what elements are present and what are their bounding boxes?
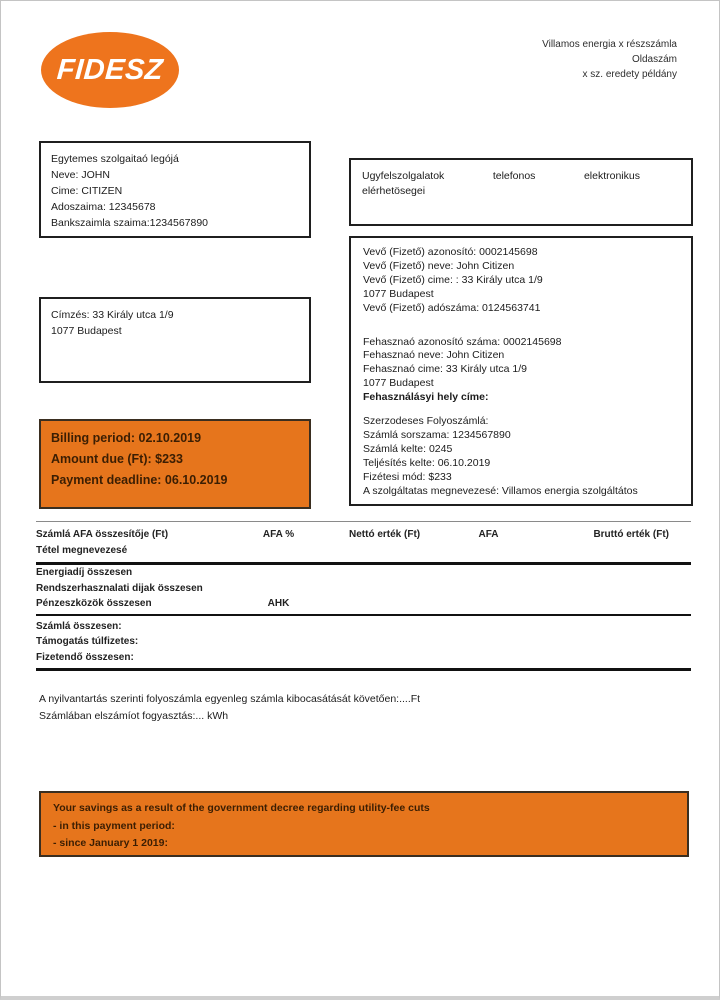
mailing-address-box — [39, 297, 311, 383]
payment-deadline-line: Payment deadline: 06.10.2019 — [51, 473, 228, 487]
row-funds-label: Pénzeszközök összesen — [36, 598, 152, 609]
row-funds-vatpct: AHK — [267, 598, 290, 609]
consumer-address-line: Fehasznaó cime: 33 Király utca 1/9 — [363, 363, 528, 376]
customer-service-row1 — [362, 169, 640, 184]
service-name-line: A szolgáltatas megnevezesé: Villamos energia szolgáltátos — [363, 484, 638, 497]
address-street-line: Címzés: 33 Király utca 1/9 — [51, 309, 174, 321]
invoice-date-line: Számlá kelte: 0245 — [363, 442, 453, 455]
notes-section — [39, 691, 679, 725]
row-energy-label: Energiadíj összesen — [36, 567, 133, 578]
page-number-line: Oldaszám — [631, 54, 677, 65]
row-system-label: Rendszerhasznalati dijak összesen — [36, 582, 203, 594]
buyer-city-line: 1077 Budapest — [363, 287, 434, 300]
address-city-line: 1077 Budapest — [51, 325, 122, 337]
buyer-name-line: Vevő (Fizető) neve: John Citizen — [363, 259, 515, 272]
total-payable-line: Fizetendő összesen: — [36, 651, 134, 663]
contact-word-3: elektronikus — [583, 170, 640, 182]
table-mid-rule — [36, 614, 691, 616]
table-header-row — [36, 522, 691, 543]
consumer-name-line: Fehasznaó neve: John Citizen — [363, 349, 505, 362]
buyer-id-line: Vevő (Fizető) azonosító: 0002145698 — [363, 246, 538, 258]
charges-table — [36, 521, 691, 671]
provider-bankaccount-line: Bankszaimla szaima:1234567890 — [51, 217, 209, 229]
fidesz-logo-text: FIDESZ — [55, 53, 165, 86]
billing-period-line: Billing period: 02.10.2019 — [51, 431, 202, 445]
table-row — [36, 565, 691, 581]
copy-line: x sz. eredety példány — [582, 69, 677, 80]
buyer-address-line: Vevő (Fizető) cime: : 33 Király utca 1/9 — [363, 273, 543, 286]
table-subheader: Tétel megnevezesé — [36, 545, 128, 556]
buyer-taxnumber-line: Vevő (Fizető) adószáma: 0124563741 — [363, 301, 541, 314]
table-bottom-rule — [36, 668, 691, 671]
savings-period-line: - in this payment period: — [53, 819, 175, 832]
amount-due-line: Amount due (Ft): $233 — [51, 452, 183, 466]
doc-type-line: Villamos energia x részszámla — [542, 39, 677, 50]
header-gross-value: Bruttó erték (Ft) — [593, 529, 669, 540]
contact-word-1: Ugyfelszolgalatok — [362, 170, 445, 182]
total-invoice-line: Számlá összesen: — [36, 620, 122, 632]
contract-account-line: Szerzodeses Folyoszámlá: — [363, 415, 489, 428]
fulfillment-date-line: Teljésítés kelte: 06.10.2019 — [363, 456, 491, 469]
consumption-site-label: Fehasználásyi hely címe: — [363, 391, 489, 404]
header-net-value: Nettó erték (Ft) — [349, 529, 421, 540]
invoice-serial-line: Számlá sorszama: 1234567890 — [363, 428, 511, 441]
table-row — [36, 581, 691, 597]
contract-block — [363, 415, 679, 498]
provider-address-line: Cime: CITIZEN — [51, 185, 123, 197]
provider-box — [39, 141, 311, 238]
contact-word-2: telefonos — [492, 170, 536, 182]
details-box — [349, 236, 693, 506]
consumer-city-line: 1077 Budapest — [363, 377, 434, 390]
savings-since-line: - since January 1 2019: — [53, 837, 168, 849]
consumer-block — [363, 336, 679, 392]
consumption-note: Számlában elszámíot fogyasztás:... kWh — [39, 710, 229, 722]
provider-logo-line: Egytemes szolgaitaó legójá — [51, 153, 179, 165]
header-meta — [542, 37, 677, 82]
header-vat-summary: Számlá AFA összesítője (Ft) — [36, 529, 169, 540]
customer-service-box — [349, 158, 693, 226]
total-support-line: Támogatás túlfizetes: — [36, 636, 139, 647]
header-vat-percent: AFA % — [262, 529, 295, 540]
account-balance-note: A nyilvantartás szerinti folyoszámla egyenleg számla kibocasátását követően:....Ft — [39, 693, 421, 705]
customer-service-row2: elérhetösegei — [362, 185, 426, 197]
buyer-block — [363, 246, 679, 316]
provider-taxnumber-line: Adoszaima: 12345678 — [51, 201, 156, 213]
consumer-id-line: Fehasznaó azonosító száma: 0002145698 — [363, 335, 562, 348]
fidesz-logo — [41, 32, 179, 108]
header-vat: AFA — [478, 529, 499, 540]
savings-title-line: Your savings as a result of the government decree regarding utility-fee cuts — [53, 802, 430, 814]
savings-box — [39, 791, 689, 857]
table-row — [36, 596, 691, 612]
provider-name-line: Neve: JOHN — [51, 169, 110, 181]
payment-method-line: Fizétesi mód: $233 — [363, 470, 452, 483]
billing-summary-box — [39, 419, 311, 509]
table-totals — [36, 619, 691, 666]
